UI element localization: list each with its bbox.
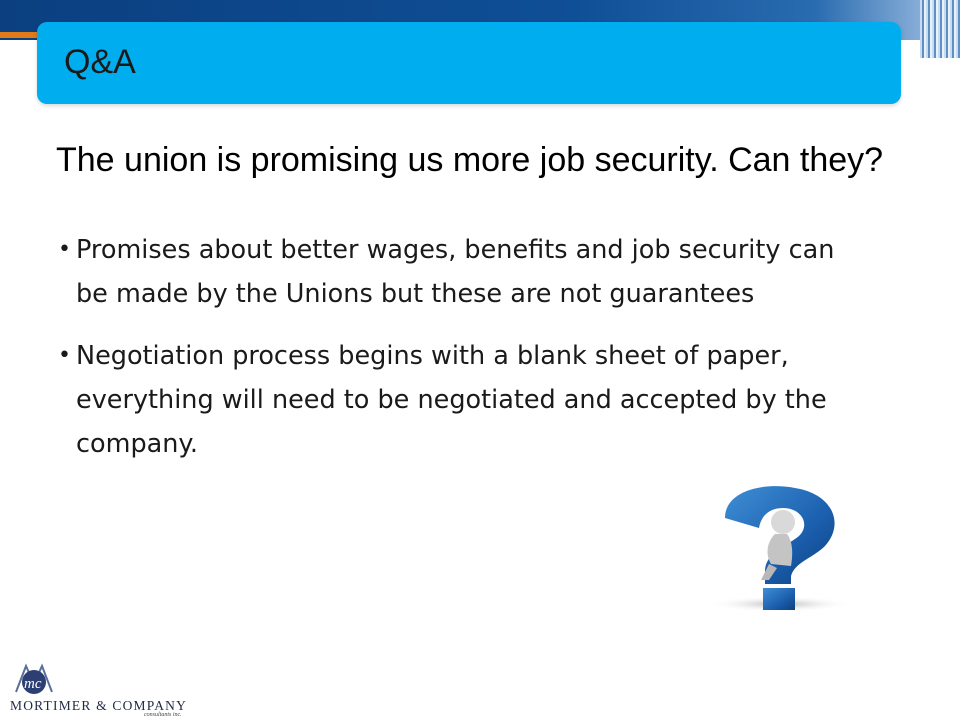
top-banner-stripes — [920, 0, 960, 58]
bullet-text: Promises about better wages, benefits and job security can be made by the Unions but these are not guarantees — [76, 235, 835, 309]
title-bar — [37, 22, 901, 104]
question-text: The union is promising us more job security. Can they? — [56, 141, 884, 179]
company-subtitle: consultants inc. — [144, 712, 182, 718]
company-name: MORTIMER & COMPANY — [10, 698, 188, 713]
bullet-list — [58, 228, 838, 484]
bullet-item — [58, 228, 838, 316]
bullet-dot-icon: • — [58, 343, 71, 368]
question-mark-thinker-icon — [695, 480, 855, 630]
bullet-dot-icon: • — [58, 237, 71, 262]
bullet-item — [58, 334, 838, 466]
svg-text:mc: mc — [24, 676, 42, 692]
bullet-text: Negotiation process begins with a blank sheet of paper, everything will need to be negotiated and accepted by the company. — [76, 341, 827, 459]
mortimer-logo-icon — [14, 662, 60, 696]
slide-title: Q&A — [64, 43, 136, 81]
company-logo — [10, 662, 195, 718]
